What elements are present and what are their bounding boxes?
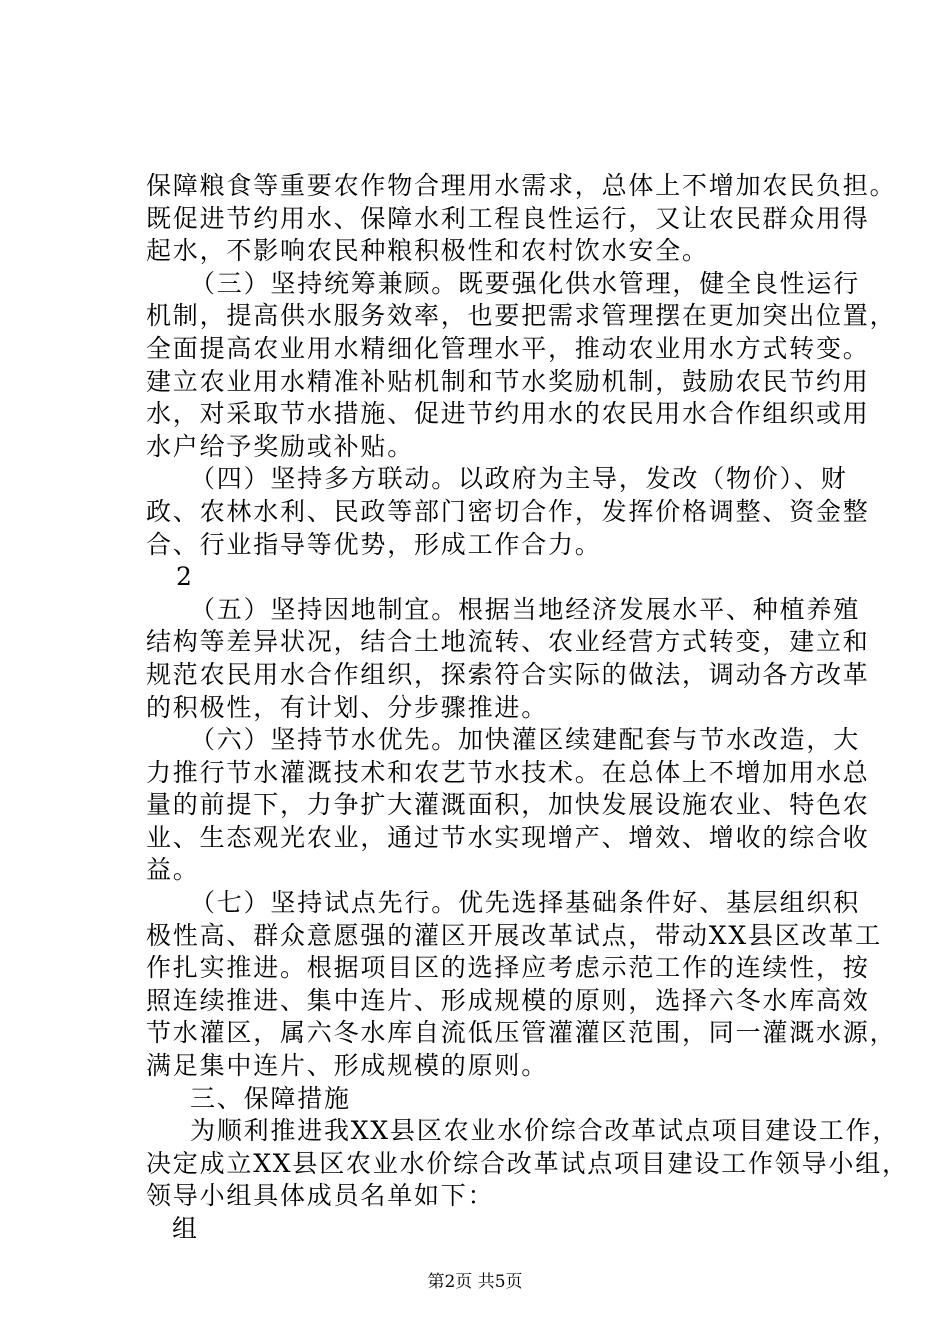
text-line: 的积极性，有计划、分步骤推进。	[146, 692, 549, 722]
text-line: 水户给予奖励或补贴。	[146, 431, 415, 461]
text-line: 结构等差异状况，结合土地流转、农业经营方式转变，建立和	[146, 627, 870, 657]
text-line: 业、生态观光农业，通过节水实现增产、增效、增收的综合收	[146, 822, 870, 852]
text-line: 合、行业指导等优势，形成工作合力。	[146, 529, 602, 559]
text-line: 决定成立XX县区农业水价综合改革试点项目建设工作领导小组，	[146, 1148, 909, 1178]
text-line: 极性高、群众意愿强的灌区开展改革试点，带动XX县区改革工	[146, 920, 882, 950]
text-line: 既促进节约用水、保障水利工程良性运行，又让农民群众用得	[146, 203, 870, 233]
inline-page-number: 2	[176, 562, 194, 592]
text-line: 起水，不影响农民种粮积极性和农村饮水安全。	[146, 236, 709, 266]
text-line: 力推行节水灌溉技术和农艺节水技术。在总体上不增加用水总	[146, 757, 870, 787]
paragraph-heading-6: （六）坚持节水优先。加快灌区续建配套与节水改造，大	[190, 725, 861, 755]
text-line: 机制，提高供水服务效率，也要把需求管理摆在更加突出位置，	[146, 301, 897, 331]
text-line: 政、农林水利、民政等部门密切合作，发挥价格调整、资金整	[146, 496, 870, 526]
text-line: 规范农民用水合作组织，探索符合实际的做法，调动各方改革	[146, 659, 870, 689]
page-footer: 第2页 共5页	[427, 1272, 523, 1292]
text-line: 作扎实推进。根据项目区的选择应考虑示范工作的连续性，按	[146, 953, 870, 983]
paragraph-heading-4: （四）坚持多方联动。以政府为主导，发改（物价）、财	[190, 464, 848, 494]
text-line: 满足集中连片、形成规模的原则。	[146, 1051, 549, 1081]
text-line: 水，对采取节水措施、促进节约用水的农民用水合作组织或用	[146, 399, 870, 429]
text-line: 组	[172, 1214, 199, 1243]
section-heading: 三、保障措施	[190, 1083, 351, 1113]
text-line: 益。	[146, 855, 200, 885]
document-body	[146, 170, 909, 1246]
paragraph-heading-7: （七）坚持试点先行。优先选择基础条件好、基层组织积	[190, 888, 861, 918]
text-line: 全面提高农业用水精细化管理水平，推动农业用水方式转变。	[146, 333, 870, 363]
text-line: 保障粮食等重要农作物合理用水需求，总体上不增加农民负担。	[146, 171, 897, 200]
text-line: 节水灌区，属六冬水库自流低压管灌灌区范围，同一灌溉水源，	[146, 1018, 897, 1048]
text-line: 量的前提下，力争扩大灌溉面积，加快发展设施农业、特色农	[146, 790, 870, 820]
paragraph-heading-5: （五）坚持因地制宜。根据当地经济发展水平、种植养殖	[190, 594, 861, 624]
text-line: 为顺利推进我XX县区农业水价综合改革试点项目建设工作，	[190, 1116, 900, 1146]
text-line: 领导小组具体成员名单如下：	[146, 1181, 495, 1211]
text-line: 建立农业用水精准补贴机制和节水奖励机制，鼓励农民节约用	[146, 366, 870, 396]
text-line: 照连续推进、集中连片、形成规模的原则，选择六冬水库高效	[146, 985, 870, 1015]
paragraph-heading-3: （三）坚持统筹兼顾。既要强化供水管理，健全良性运行	[190, 268, 861, 298]
